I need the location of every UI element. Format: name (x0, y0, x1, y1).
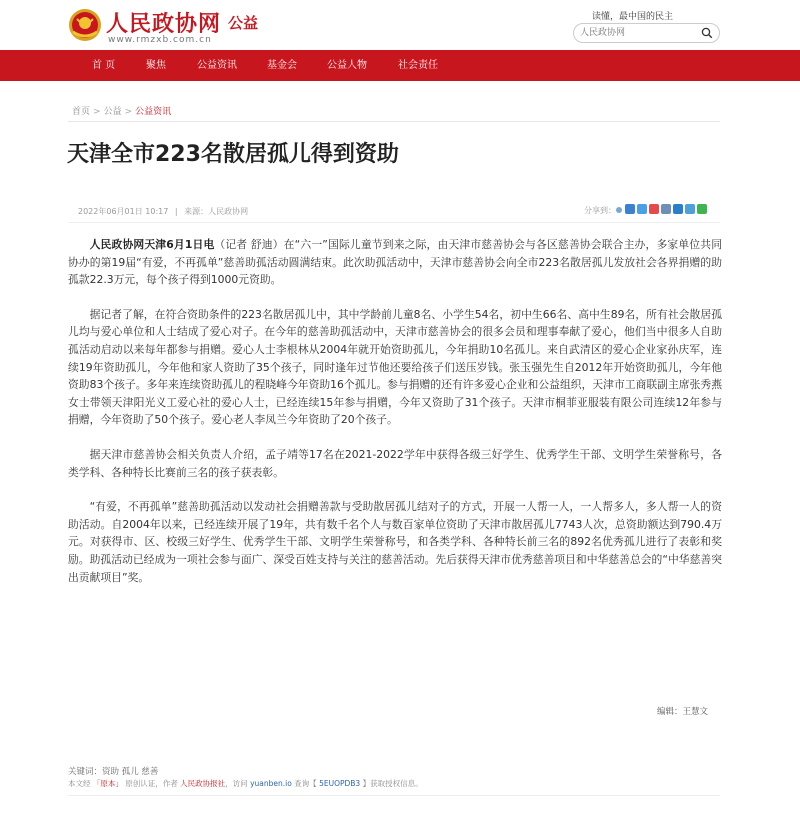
nav-item-foundation[interactable]: 基金会 (267, 60, 297, 71)
copyright-text: 查询【 (294, 779, 317, 788)
divider (68, 795, 720, 796)
article-datetime: 2022年06月01日 10:17 (78, 207, 169, 216)
divider (68, 222, 720, 223)
site-logo[interactable] (68, 6, 222, 46)
share-more-icon[interactable] (616, 207, 622, 213)
logo-text: 人民政协网 (106, 11, 222, 37)
article-lead: 人民政协网天津6月1日电 (89, 238, 215, 251)
article-title: 天津全市223名散居孤儿得到资助 (67, 142, 399, 167)
share-qzone-icon[interactable] (625, 204, 635, 214)
article-paragraph (68, 236, 722, 289)
nav-item-charity-people[interactable]: 公益人物 (327, 60, 367, 71)
share-renren-icon[interactable] (661, 204, 671, 214)
share-label: 分享到： (584, 206, 616, 215)
nav-item-focus[interactable]: 聚焦 (146, 60, 166, 71)
breadcrumb-current[interactable]: 公益资讯 (135, 107, 172, 117)
search-box[interactable] (573, 23, 720, 43)
nav-item-home[interactable]: 首 页 (92, 60, 116, 71)
article-body (68, 236, 722, 603)
breadcrumb-separator: > (124, 107, 133, 117)
meta-separator: | (174, 207, 178, 216)
logo-url: www.rmzxb.com.cn (108, 35, 212, 45)
yuanben-site-link[interactable]: yuanben.io (250, 779, 292, 788)
search-icon[interactable] (701, 27, 713, 39)
article-editor: 编辑：王慧文 (657, 707, 709, 717)
copyright-text: 原创认证，作者 (125, 779, 178, 788)
copyright-text: ，访问 (225, 779, 248, 788)
share-sina-weibo-icon[interactable] (649, 204, 659, 214)
article-source: 来源：人民政协网 (184, 207, 249, 216)
breadcrumb-separator: > (93, 107, 101, 117)
keywords-list[interactable]: 资助 孤儿 慈善 (102, 767, 159, 777)
breadcrumb (72, 104, 171, 117)
cppcc-emblem-icon (68, 8, 102, 42)
copyright-suffix: 】获取授权信息。 (362, 779, 423, 788)
breadcrumb-section[interactable]: 公益 (103, 107, 122, 117)
share-wechat-icon[interactable] (697, 204, 707, 214)
article-paragraph: “有爱，不再孤单”慈善助孤活动以发动社会捐赠善款与受助散居孤儿结对子的方式，开展一人帮一人，一人帮多人，多人帮一人的资助活动。自2004年以来，已经连续开展了19年，共有数千名个人与数百家单位资助了天津市散居孤儿7743人次，总资助额达到790.4万元。对获得市、区、校级三好学生、优秀学生干部、文明学生荣誉称号，和各类学科、各种特长前三名的892名优秀孤儿进行了表彰和奖励。助孤活动已经成为一项社会参与面广、深受百姓支持与关注的慈善活动。先后获得天津市优秀慈善项目和中华慈善总会的“中华慈善突出贡献项目”奖。 (68, 500, 722, 584)
article-paragraph: 据天津市慈善协会相关负责人介绍，孟子靖等17名在2021-2022学年中获得各级三好学生、优秀学生干部、文明学生荣誉称号，各类学科、各种特长比赛前三名的孩子获表彰。 (68, 447, 722, 479)
copyright-prefix: 本文经 (68, 779, 91, 788)
copyright-code-link[interactable]: 5EUOPDB3 (319, 779, 361, 788)
breadcrumb-home[interactable]: 首页 (72, 107, 91, 117)
article-meta (78, 206, 248, 217)
article-paragraph-text: （记者 舒迪）在“六一”国际儿童节到来之际，由天津市慈善协会与各区慈善协会联合主办，多家单位共同协办的第19届“有爱，不再孤单”慈善助孤活动圆满结束。此次助孤活动中，天津市慈善协会向全市223名散居孤儿发放社会各界捐赠的助孤款22.3万元，每个孩子得到1000元资助。 (68, 238, 722, 287)
channel-name[interactable]: 公益 (228, 14, 259, 32)
keywords-label: 关键词： (68, 767, 103, 777)
share-tencent-weibo-icon[interactable] (637, 204, 647, 214)
site-header (0, 0, 800, 50)
header-slogan: 读懂，最中国的民主 (592, 12, 674, 22)
article-paragraph: 据记者了解，在符合资助条件的223名散居孤儿中，其中学龄前儿童8名、小学生54名，初中生66名、高中生89名，所有社会散居孤儿均与爱心单位和人士结成了爱心对子。在今年的慈善助孤活动中，天津市慈善协会的很多会员和理事奉献了爱心，他们当中很多人自助孤活动启动以来每年都参与捐赠。爱心人士李根林从2004年就开始资助孤儿，今年捐助10名孤儿。来自武清区的爱心企业家孙庆军，连续19年资助孤儿，今年他和家人资助了35个孩子，同时逢年过节他还要给孩子们送压岁钱。张玉强先生自2012年开始资助孤儿，今年他资助83个孩子。多年来连续资助孤儿的程晓峰今年资助16个孤儿。参与捐赠的还有许多爱心企业和公益组织，天津市工商联副主席张秀燕女士带领天津阳光义工爱心社的爱心人士，已经连续15年参与捐赠，今年又资助了31个孩子。天津市桐菲亚服装有限公司连续12年参与捐赠，今年资助了50个孩子。爱心老人李凤兰今年资助了20个孩子。 (68, 307, 722, 427)
divider (68, 121, 720, 122)
share-kaixin-icon[interactable] (685, 204, 695, 214)
main-nav (0, 50, 800, 81)
copyright-notice (68, 778, 423, 789)
copyright-author-link[interactable]: 人民政协报社 (180, 779, 226, 788)
nav-item-charity-news[interactable]: 公益资讯 (197, 60, 237, 71)
search-input[interactable] (580, 26, 695, 40)
article-keywords (68, 765, 158, 777)
yuanben-badge[interactable]: 「原本」 (92, 779, 123, 788)
nav-item-social-responsibility[interactable]: 社会责任 (398, 60, 438, 71)
share-douban-icon[interactable] (673, 204, 683, 214)
